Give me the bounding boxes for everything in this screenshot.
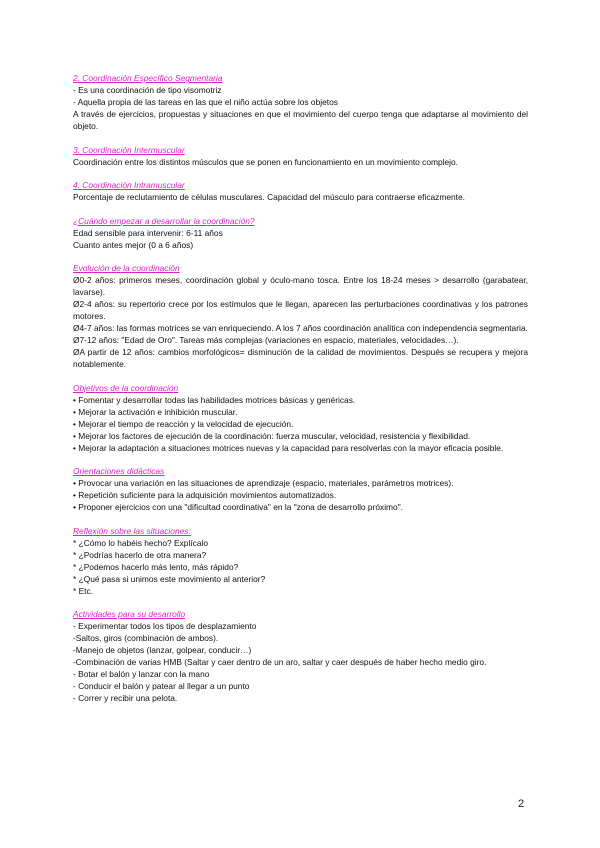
text-line: • Mejorar la adaptación a situaciones motrices nuevas y la capacidad para resolverlas con la mayor eficacia posible. <box>73 442 504 453</box>
text-line: * ¿Qué pasa si unimos este movimiento al anterior? <box>73 573 266 584</box>
text-line: • Mejorar el tiempo de reacción y la velocidad de ejecución. <box>73 418 294 429</box>
section <box>73 608 528 704</box>
text-line: Ø4-7 años: las formas motrices se van enriqueciendo. A los 7 años coordinación analítica con independencia segmentaria. <box>73 323 528 333</box>
text-line: Ø2-4 años: su repertorio crece por los estímulos que le llegan, aparecen las perturbaciones coordinativas y los patrones motores. <box>73 299 528 321</box>
section-heading: ¿Cuándo empezar a desarrollar la coordinación? <box>73 215 255 226</box>
text-line: - Correr y recibir una pelota. <box>73 693 178 703</box>
text-line: - Es una coordinación de tipo visomotriz <box>73 85 222 95</box>
text-line: * ¿Cómo lo habéis hecho? Explícalo <box>73 537 209 548</box>
section <box>73 262 528 370</box>
section-heading: 4. Coordinación Intramuscular <box>73 180 185 190</box>
text-line: - Experimentar todos los tipos de desplazamiento <box>73 621 257 631</box>
text-line: • Repetición suficiente para la adquisición movimientos automatizados. <box>73 490 337 500</box>
section <box>73 382 528 454</box>
text-line: - Conducir el balón y patear al llegar a un punto <box>73 681 250 691</box>
text-line: A través de ejercicios, propuestas y situaciones en que el movimiento del cuerpo tenga que adaptarse al movimiento del objeto. <box>73 109 528 131</box>
text-line: Ø7-12 años: "Edad de Oro". Tareas más complejas (variaciones en espacio, materiales, velocidades…). <box>73 335 459 345</box>
text-line: -Manejo de objetos (lanzar, golpear, conducir…) <box>73 645 252 655</box>
text-line: -Combinación de varias HMB (Saltar y caer dentro de un aro, saltar y caer después de haber hecho medio giro. <box>73 657 487 667</box>
text-line: • Mejorar la activación e inhibición muscular. <box>73 406 238 417</box>
section <box>73 525 528 597</box>
section-heading: Objetivos de la coordinación <box>73 382 179 393</box>
text-line: * ¿Podemos hacerlo más lento, más rápido? <box>73 561 239 572</box>
section-heading: Reflexión sobre las situaciones: <box>73 525 191 536</box>
text-line: • Proponer ejercicios con una "dificultad coordinativa" en la "zona de desarrollo próximo". <box>73 502 403 512</box>
section-heading: Evolución de la coordinación <box>73 263 180 273</box>
text-line: ØA partir de 12 años: cambios morfológicos= disminución de la calidad de movimientos. Después se recupera y mejora notablemente. <box>73 347 528 369</box>
text-line: * Etc. <box>73 585 94 596</box>
text-line: Porcentaje de reclutamiento de células musculares. Capacidad del músculo para contraerse eficazmente. <box>73 192 465 202</box>
text-line: -Saltos, giros (combinación de ambos). <box>73 633 219 643</box>
page-number: 2 <box>518 798 525 810</box>
section-heading: 3. Coordinación Intermuscular <box>73 144 185 155</box>
text-line: Coordinación entre los distintos músculos que se ponen en funcionamiento en un movimiento complejo. <box>73 156 459 167</box>
section-heading: 2. Coordinación Específico Segmentaria <box>73 73 223 83</box>
text-line: - Aquella propia de las tareas en las que el niño actúa sobre los objetos <box>73 97 338 107</box>
section <box>73 465 528 513</box>
section <box>73 72 528 132</box>
section-heading: Actividades para su desarrollo <box>73 609 186 619</box>
section-heading: Orientaciones didácticas <box>73 466 165 476</box>
text-line: Cuanto antes mejor (0 a 6 años) <box>73 239 194 250</box>
text-line: • Mejorar los factores de ejecución de la coordinación: fuerza muscular, velocidad, resistencia y flexibilidad. <box>73 430 471 441</box>
section <box>73 144 528 168</box>
text-line: - Botar el balón y lanzar con la mano <box>73 669 210 679</box>
text-line: * ¿Podrías hacerlo de otra manera? <box>73 549 207 560</box>
document-page <box>73 72 528 716</box>
text-line: • Provocar una variación en las situaciones de aprendizaje (espacio, materiales, parámetros motrices). <box>73 478 454 488</box>
text-line: Ø0-2 años: primeros meses, coordinación global y óculo-mano tosca. Entre los 18-24 meses > desarrollo (garabatear, lavarse). <box>73 275 528 297</box>
text-line: Edad sensible para intervenir: 6-11 años <box>73 227 223 238</box>
section <box>73 179 528 203</box>
text-line: • Fomentar y desarrollar todas las habilidades motrices básicas y genéricas. <box>73 394 356 405</box>
section <box>73 215 528 251</box>
